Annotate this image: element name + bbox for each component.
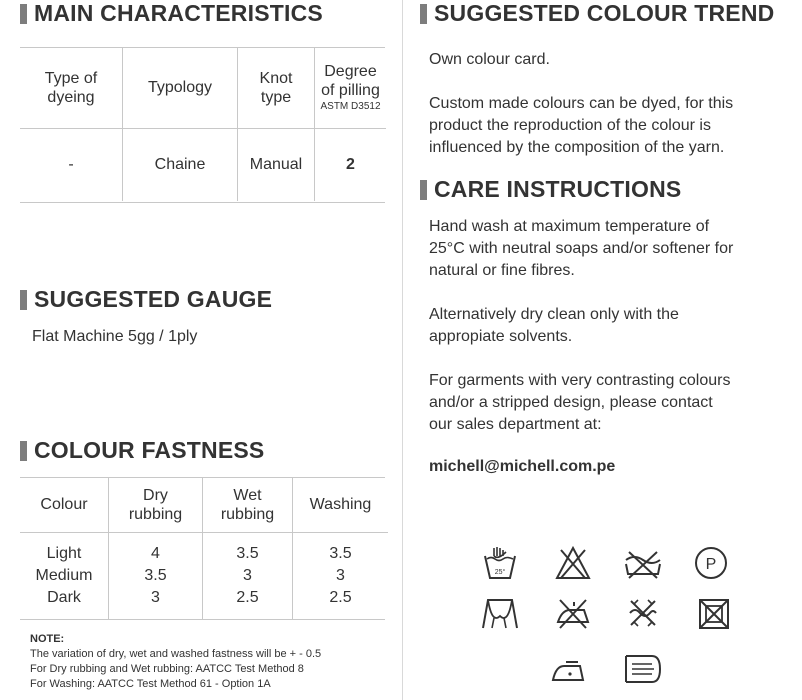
table-header-row [20,48,386,128]
iron-low-heat-icon [550,658,586,684]
header-line: Degree [324,62,377,80]
cell: 2.5 [236,588,259,606]
colour-trend-paragraph: Own colour card. [429,51,550,68]
colour-column [20,532,109,619]
text-line: For garments with very contrasting colours [429,372,731,389]
text-line: product the reproduction of the colour is [429,117,711,134]
suggested-gauge-title-text: SUGGESTED GAUGE [34,286,273,312]
title-bar [20,441,27,461]
text-line: influenced by the composition of the yarn. [429,139,725,156]
text-line: our sales department at: [429,416,602,433]
wet-rubbing-column [203,532,293,619]
table-header-row [20,478,388,532]
note-label: NOTE: [30,633,65,645]
text-line: natural or fine fibres. [429,262,575,279]
suggested-gauge-title [20,286,272,313]
header-line: type [260,88,292,106]
text-line: Alternatively dry clean only with the [429,306,679,323]
value-type-of-dyeing: - [20,128,123,201]
header-dry-rubbing [109,478,203,532]
gauge-text: Flat Machine 5gg / 1ply [32,328,198,345]
colour-trend-paragraph [429,93,733,159]
dry-flat-in-shade-icon [480,596,520,630]
colour-fastness-title [20,437,264,464]
header-line: rubbing [128,505,183,523]
text-line: 25°C with neutral soaps and/or softener for [429,240,734,257]
note-line: For Washing: AATCC Test Method 61 - Option 1A [30,678,271,690]
text-line: appropiate solvents. [429,328,573,345]
colour-trend-title-text: SUGGESTED COLOUR TREND [434,0,775,26]
title-bar [20,4,27,24]
colour-fastness-table [20,478,388,619]
colour-trend-title [420,0,774,27]
fastness-note [30,632,321,692]
washing-column [293,532,389,619]
cell: 4 [151,544,160,562]
header-wet-rubbing [203,478,293,532]
column-divider [402,0,403,700]
header-line: of pilling [321,81,380,99]
sales-email[interactable]: michell@michell.com.pe [429,458,616,475]
cell: 3 [243,566,252,584]
main-characteristics-table [20,48,386,201]
wash-temperature: 25° [494,569,506,576]
header-line: Type of [44,69,98,87]
cell: 3.5 [236,544,259,562]
header-line: dyeing [47,88,95,106]
header-type-of-dyeing [20,48,123,128]
dry-flat-icon [622,652,664,686]
title-bar [420,180,427,200]
header-line: rubbing [220,505,275,523]
header-typology [123,48,238,128]
care-paragraph [429,304,733,348]
text-line: Hand wash at maximum temperature of [429,218,710,235]
value-typology: Chaine [123,128,238,201]
dry-clean-letter: P [705,556,717,573]
cell: 3 [336,566,345,584]
table-row [20,128,386,201]
cell: Medium [35,566,93,584]
hand-wash-25-icon [482,546,518,580]
pilling-standard: ASTM D3512 [320,100,381,112]
care-instructions-title [420,176,681,203]
cell: Light [46,544,82,562]
header-line: Washing [309,496,372,514]
header-line: Colour [40,496,88,514]
value-knot-type: Manual [238,128,315,201]
header-washing [293,478,389,532]
header-line: Dry [143,486,168,504]
header-line: Knot [259,69,293,87]
cell: Dark [47,588,81,606]
do-not-bleach-icon [555,546,591,580]
colour-trend-text [429,49,733,159]
cell: 2.5 [329,588,352,606]
text-line: Custom made colours can be dyed, for this [429,95,734,112]
header-degree-of-pilling [315,48,387,128]
text-line: and/or a stripped design, please contact [429,394,713,411]
header-colour [20,478,109,532]
note-line: For Dry rubbing and Wet rubbing: AATCC Test Method 8 [30,663,304,675]
header-knot-type [238,48,315,128]
header-line: Typology [147,79,213,97]
care-paragraph [429,370,733,436]
title-bar [20,290,27,310]
care-paragraph [429,216,733,282]
dry-clean-p-icon [694,546,728,580]
table-row [20,532,388,619]
colour-fastness-title-text: COLOUR FASTNESS [34,437,265,463]
do-not-tumble-dry-square-icon [698,598,730,630]
cell: 3.5 [329,544,352,562]
title-bar [420,4,427,24]
do-not-iron-icon [554,596,592,630]
care-instructions-title-text: CARE INSTRUCTIONS [434,176,682,202]
note-line: The variation of dry, wet and washed fastness will be + - 0.5 [30,648,322,660]
do-not-wring-icon [626,596,660,630]
care-text [429,216,733,436]
value-degree-of-pilling: 2 [346,155,355,173]
cell: 3 [151,588,160,606]
header-line: Wet [233,486,262,504]
main-characteristics-title-text: MAIN CHARACTERISTICS [34,0,323,26]
cell: 3.5 [144,566,167,584]
dry-rubbing-column [109,532,203,619]
do-not-tumble-dry-icon [624,548,662,580]
main-characteristics-title [20,0,323,27]
